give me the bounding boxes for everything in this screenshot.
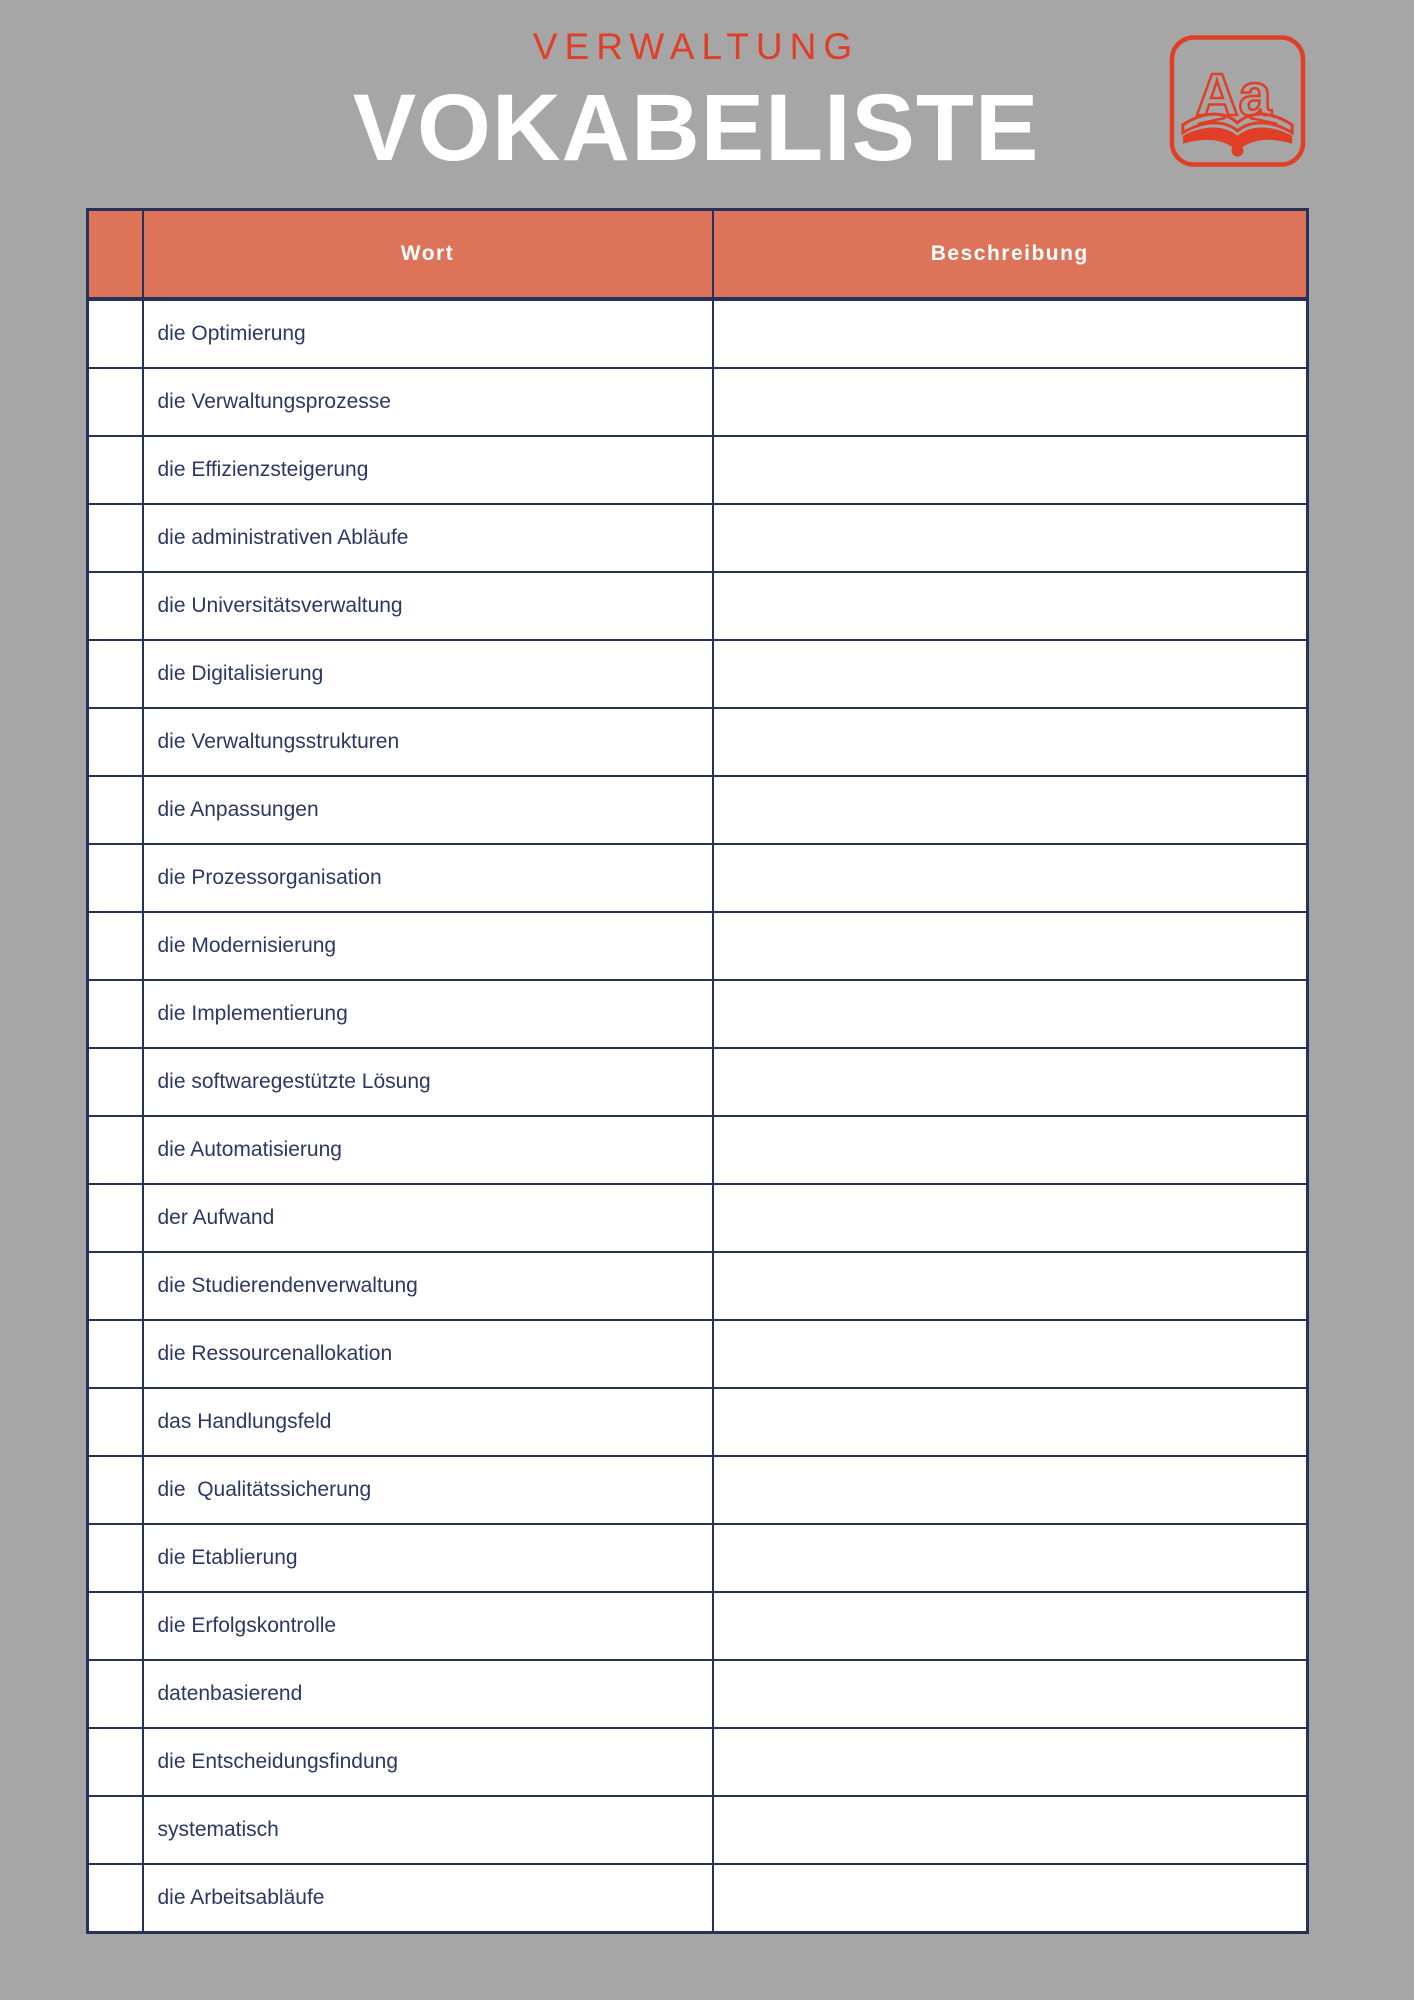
description-cell [713, 1864, 1308, 1933]
word-column-header: Wort [143, 210, 713, 300]
word-cell: die Verwaltungsstrukturen [143, 708, 713, 776]
description-cell [713, 640, 1308, 708]
table-row [88, 844, 1308, 912]
row-index-cell [88, 1048, 143, 1116]
table-row [88, 1456, 1308, 1524]
description-cell [713, 776, 1308, 844]
description-cell [713, 1796, 1308, 1864]
description-cell [713, 1184, 1308, 1252]
vocabulary-book-logo [1168, 33, 1307, 169]
word-cell: die Implementierung [143, 980, 713, 1048]
word-cell: die Ressourcenallokation [143, 1320, 713, 1388]
word-cell: die administrativen Abläufe [143, 504, 713, 572]
row-index-cell [88, 436, 143, 504]
index-column-header [88, 210, 143, 300]
description-cell [713, 1660, 1308, 1728]
description-cell [713, 504, 1308, 572]
word-cell: systematisch [143, 1796, 713, 1864]
word-cell: die Qualitätssicherung [143, 1456, 713, 1524]
word-cell: die Arbeitsabläufe [143, 1864, 713, 1933]
description-cell [713, 299, 1308, 368]
topic-subtitle: VERWALTUNG [532, 26, 860, 67]
row-index-cell [88, 1660, 143, 1728]
word-cell: die Anpassungen [143, 776, 713, 844]
table-body [88, 299, 1308, 1933]
table-row [88, 504, 1308, 572]
word-cell: der Aufwand [143, 1184, 713, 1252]
table-row [88, 1048, 1308, 1116]
description-column-header: Beschreibung [713, 210, 1308, 300]
row-index-cell [88, 640, 143, 708]
page-title: VOKABELISTE [352, 75, 1040, 181]
row-index-cell [88, 776, 143, 844]
description-cell [713, 708, 1308, 776]
table-row [88, 1728, 1308, 1796]
word-cell: datenbasierend [143, 1660, 713, 1728]
row-index-cell [88, 299, 143, 368]
table-row [88, 1388, 1308, 1456]
word-cell: die Studierendenverwaltung [143, 1252, 713, 1320]
row-index-cell [88, 708, 143, 776]
row-index-cell [88, 1116, 143, 1184]
word-cell: die Automatisierung [143, 1116, 713, 1184]
description-cell [713, 980, 1308, 1048]
table-row [88, 980, 1308, 1048]
book-logo-icon [1168, 33, 1307, 169]
vocab-table [86, 208, 1309, 1934]
table-row [88, 572, 1308, 640]
table-row [88, 1796, 1308, 1864]
table-row [88, 299, 1308, 368]
table-row [88, 708, 1308, 776]
table-row [88, 1524, 1308, 1592]
word-cell: die Verwaltungsprozesse [143, 368, 713, 436]
word-cell: die Entscheidungsfindung [143, 1728, 713, 1796]
table-row [88, 1116, 1308, 1184]
table-row [88, 436, 1308, 504]
word-cell: die Optimierung [143, 299, 713, 368]
description-cell [713, 1524, 1308, 1592]
row-index-cell [88, 1184, 143, 1252]
table-header-row [88, 210, 1308, 300]
word-cell: die softwaregestützte Lösung [143, 1048, 713, 1116]
word-cell: die Erfolgskontrolle [143, 1592, 713, 1660]
table-row [88, 1864, 1308, 1933]
table-row [88, 1252, 1308, 1320]
description-cell [713, 912, 1308, 980]
description-cell [713, 844, 1308, 912]
table-row [88, 640, 1308, 708]
description-cell [713, 1592, 1308, 1660]
description-cell [713, 368, 1308, 436]
description-cell [713, 1252, 1308, 1320]
description-cell [713, 1388, 1308, 1456]
table-row [88, 1592, 1308, 1660]
description-cell [713, 1320, 1308, 1388]
word-cell: das Handlungsfeld [143, 1388, 713, 1456]
logo-letters: Aa [1195, 60, 1272, 128]
row-index-cell [88, 980, 143, 1048]
row-index-cell [88, 912, 143, 980]
row-index-cell [88, 1456, 143, 1524]
row-index-cell [88, 1252, 143, 1320]
row-index-cell [88, 844, 143, 912]
row-index-cell [88, 1388, 143, 1456]
description-cell [713, 1116, 1308, 1184]
table-row [88, 1184, 1308, 1252]
word-cell: die Digitalisierung [143, 640, 713, 708]
row-index-cell [88, 1864, 143, 1933]
description-cell [713, 572, 1308, 640]
row-index-cell [88, 1592, 143, 1660]
row-index-cell [88, 1728, 143, 1796]
word-cell: die Effizienzsteigerung [143, 436, 713, 504]
word-cell: die Modernisierung [143, 912, 713, 980]
row-index-cell [88, 1320, 143, 1388]
row-index-cell [88, 368, 143, 436]
title-block [86, 26, 1306, 181]
table-row [88, 1660, 1308, 1728]
table-row [88, 1320, 1308, 1388]
table-row [88, 912, 1308, 980]
description-cell [713, 436, 1308, 504]
description-cell [713, 1048, 1308, 1116]
word-cell: die Prozessorganisation [143, 844, 713, 912]
table-row [88, 368, 1308, 436]
description-cell [713, 1456, 1308, 1524]
word-cell: die Universitätsverwaltung [143, 572, 713, 640]
word-cell: die Etablierung [143, 1524, 713, 1592]
row-index-cell [88, 504, 143, 572]
row-index-cell [88, 572, 143, 640]
row-index-cell [88, 1796, 143, 1864]
description-cell [713, 1728, 1308, 1796]
table-row [88, 776, 1308, 844]
row-index-cell [88, 1524, 143, 1592]
